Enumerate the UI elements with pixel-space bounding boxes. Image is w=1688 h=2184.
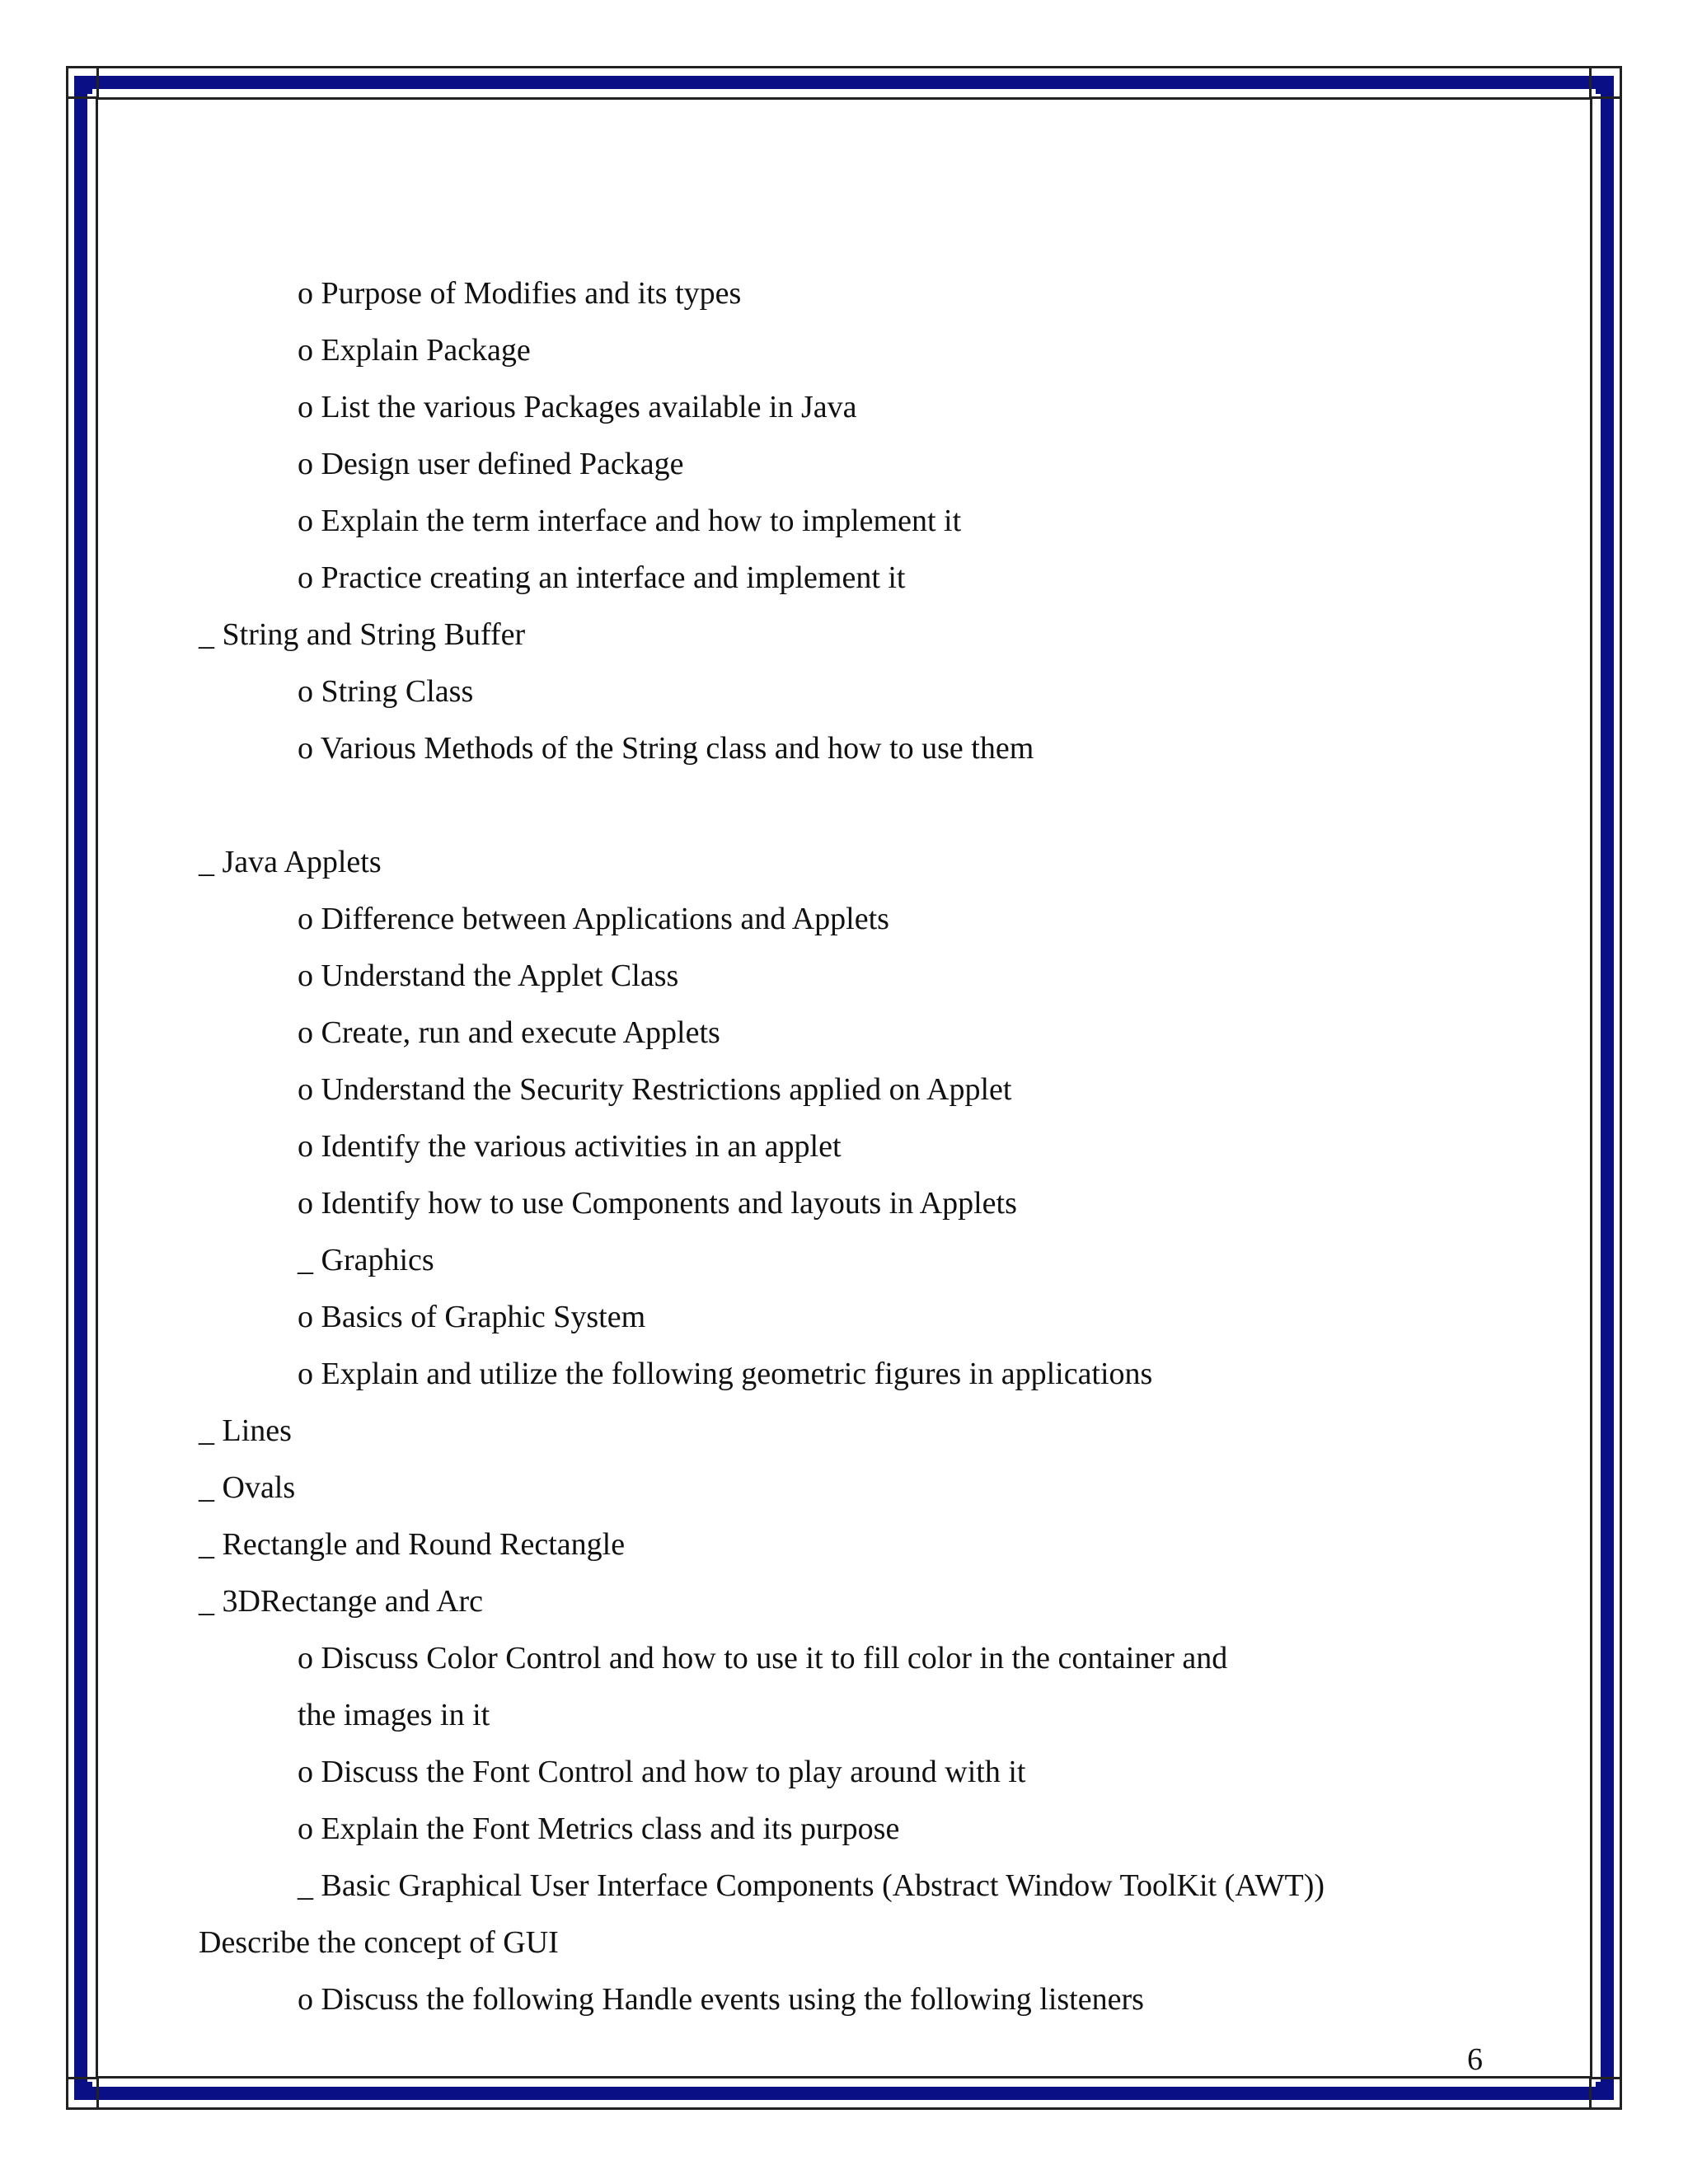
- list-item: o String Class: [298, 674, 474, 709]
- list-item: o Practice creating an interface and implement it: [298, 560, 906, 595]
- list-item: Describe the concept of GUI: [199, 1925, 559, 1960]
- list-item: o Understand the Security Restrictions applied on Applet: [298, 1072, 1012, 1107]
- list-item: o Understand the Applet Class: [298, 958, 679, 993]
- list-item: o Explain the term interface and how to implement it: [298, 504, 962, 538]
- section-heading: _ Basic Graphical User Interface Components (Abstract Window ToolKit (AWT)): [298, 1868, 1325, 1903]
- list-item: o List the various Packages available in Java: [298, 390, 857, 424]
- list-item: o Various Methods of the String class and how to use them: [298, 731, 1034, 766]
- list-item: o Identify how to use Components and layouts in Applets: [298, 1186, 1017, 1221]
- page-number: 6: [1467, 2042, 1483, 2077]
- section-heading: _ String and String Buffer: [199, 617, 526, 652]
- list-item: o Basics of Graphic System: [298, 1300, 646, 1334]
- list-item: o Design user defined Package: [298, 447, 684, 481]
- list-item: _ 3DRectange and Arc: [199, 1584, 484, 1619]
- list-item: o Create, run and execute Applets: [298, 1015, 720, 1050]
- list-item: o Discuss the following Handle events using the following listeners: [298, 1982, 1144, 2017]
- list-item: o Explain and utilize the following geometric figures in applications: [298, 1357, 1153, 1391]
- list-item-continuation: the images in it: [298, 1698, 490, 1732]
- list-item: o Discuss the Font Control and how to play around with it: [298, 1755, 1026, 1789]
- list-item: o Explain the Font Metrics class and its purpose: [298, 1811, 900, 1846]
- list-item: o Identify the various activities in an applet: [298, 1129, 842, 1164]
- list-item: _ Ovals: [199, 1470, 296, 1505]
- section-heading: _ Java Applets: [199, 845, 382, 879]
- section-heading: _ Graphics: [298, 1243, 434, 1277]
- list-item: o Discuss Color Control and how to use it to fill color in the container and: [298, 1641, 1228, 1675]
- list-item: _ Lines: [199, 1413, 292, 1448]
- list-item: o Difference between Applications and Applets: [298, 902, 889, 936]
- list-item: _ Rectangle and Round Rectangle: [199, 1527, 626, 1562]
- list-item: o Purpose of Modifies and its types: [298, 276, 742, 311]
- list-item: o Explain Package: [298, 333, 531, 368]
